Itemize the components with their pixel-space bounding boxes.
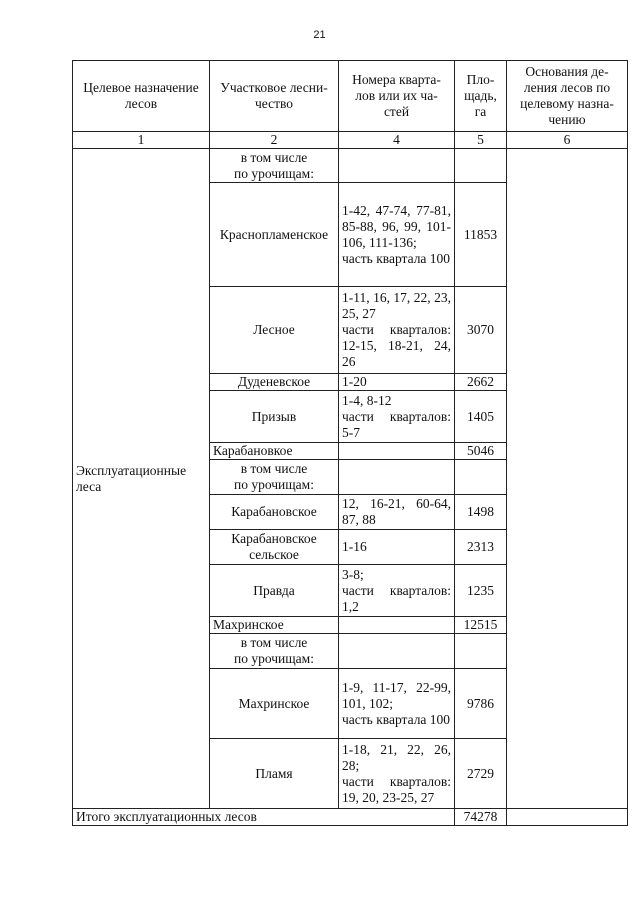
area-cell: 1235 (455, 565, 507, 617)
area-cell: 3070 (455, 287, 507, 374)
forestry-cell: Правда (210, 565, 339, 617)
forestry-cell: Карабановское (210, 495, 339, 530)
area-cell (455, 634, 507, 669)
area-cell: 1498 (455, 495, 507, 530)
total-row (73, 809, 628, 826)
area-cell: 2662 (455, 374, 507, 391)
quarters-cell: 1-16 (339, 530, 455, 565)
total-label: Итого эксплуатационных лесов (73, 809, 455, 826)
basis-cell (507, 149, 628, 809)
quarters-cell: 3-8; части кварталов: 1,2 (339, 565, 455, 617)
area-cell (455, 149, 507, 183)
forestry-cell: Махринское (210, 669, 339, 739)
forestry-cell: в том числе по урочищам: (210, 460, 339, 495)
quarters-cell: 1-9, 11-17, 22-99, 101, 102; часть квартала 100 (339, 669, 455, 739)
quarters-cell: 12, 16-21, 60-64, 87, 88 (339, 495, 455, 530)
quarters-cell: 1-42, 47-74, 77-81, 85-88, 96, 99, 101-106, 111-136; часть квартала 100 (339, 183, 455, 287)
area-cell: 1405 (455, 391, 507, 443)
quarters-cell (339, 149, 455, 183)
purpose-cell: Эксплуатационные леса (73, 149, 210, 809)
forestry-cell: Махринское (210, 617, 339, 634)
page-number: 21 (313, 29, 326, 41)
table-row (73, 149, 628, 183)
total-area: 74278 (455, 809, 507, 826)
quarters-cell: 1-18, 21, 22, 26, 28; части кварталов: 19, 20, 23-25, 27 (339, 739, 455, 809)
area-cell: 9786 (455, 669, 507, 739)
area-cell (455, 460, 507, 495)
forestry-cell: Дуденевское (210, 374, 339, 391)
header-number: 1 (73, 132, 210, 149)
forestry-cell: Лесное (210, 287, 339, 374)
header-number: 4 (339, 132, 455, 149)
header-number: 5 (455, 132, 507, 149)
forestry-cell: Карабановкое (210, 443, 339, 460)
forestry-cell: в том числе по урочищам: (210, 149, 339, 183)
forestry-cell: Призыв (210, 391, 339, 443)
header-number-row (73, 132, 628, 149)
quarters-cell (339, 460, 455, 495)
header-number: 6 (507, 132, 628, 149)
area-cell: 2729 (455, 739, 507, 809)
header-purpose: Целевое назначение лесов (73, 61, 210, 132)
forest-purpose-table (72, 60, 628, 826)
header-quarters: Номера кварта- лов или их ча- стей (339, 61, 455, 132)
header-basis: Основания де- ления лесов по целевому назна- чению (507, 61, 628, 132)
header-row (73, 61, 628, 132)
forestry-cell: Пламя (210, 739, 339, 809)
forestry-cell: Карабановское сельское (210, 530, 339, 565)
quarters-cell (339, 617, 455, 634)
area-cell: 2313 (455, 530, 507, 565)
header-number: 2 (210, 132, 339, 149)
area-cell: 12515 (455, 617, 507, 634)
area-cell: 11853 (455, 183, 507, 287)
header-area: Пло- щадь, га (455, 61, 507, 132)
area-cell: 5046 (455, 443, 507, 460)
forestry-cell: в том числе по урочищам: (210, 634, 339, 669)
forestry-cell: Краснопламенское (210, 183, 339, 287)
quarters-cell: 1-4, 8-12 части кварталов: 5-7 (339, 391, 455, 443)
quarters-cell: 1-11, 16, 17, 22, 23, 25, 27 части кварталов: 12-15, 18-21, 24, 26 (339, 287, 455, 374)
quarters-cell (339, 634, 455, 669)
header-forestry: Участковое лесни- чество (210, 61, 339, 132)
quarters-cell (339, 443, 455, 460)
quarters-cell: 1-20 (339, 374, 455, 391)
total-basis-cell (507, 809, 628, 826)
